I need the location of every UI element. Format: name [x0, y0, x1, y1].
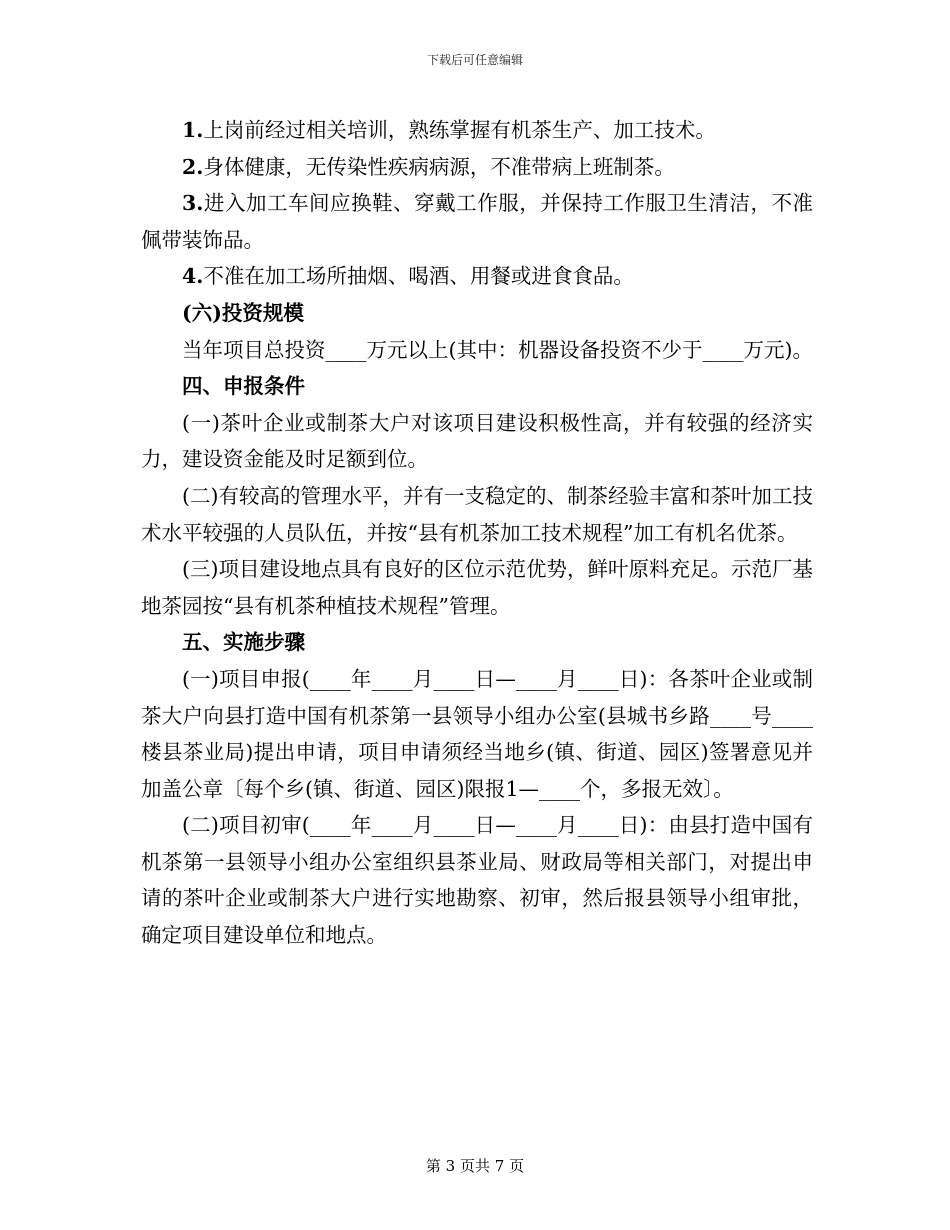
item-number: 1. [182, 118, 204, 142]
section-heading-conditions: 四、申报条件 [182, 374, 305, 399]
paragraph-step-1: (一)项目申报(____年____月____日—____月____日)：各茶叶企业或制茶大户向县打造中国有机茶第一县领导小组办公室(县城书乡路____号____楼县茶业局)提出申请，项目申请须经当地乡(镇、街道、园区)签署意见并加盖公章〔每个乡(镇、街道、园区)限报1—____个，多报无效〕。 [141, 666, 813, 801]
page-header: 下载后可任意编辑 [426, 53, 523, 67]
list-item [141, 112, 813, 149]
item-text: 上岗前经过相关培训，熟练掌握有机茶生产、加工技术。 [203, 118, 716, 142]
item-text: 身体健康，无传染性疾病病源，不准带病上班制茶。 [203, 154, 675, 179]
list-item [141, 258, 813, 295]
paragraph-condition-2: (二)有较高的管理水平，并有一支稳定的、制茶经验丰富和茶叶加工技术水平较强的人员队伍，并按“县有机茶加工技术规程”加工有机名优茶。 [141, 483, 813, 545]
document-body [141, 112, 813, 954]
section-heading-investment-scale: (六)投资规模 [182, 300, 304, 325]
item-number: 2. [182, 154, 204, 179]
item-number: 3. [182, 191, 204, 216]
list-item [141, 185, 813, 258]
paragraph-condition-3: (三)项目建设地点具有良好的区位示范优势，鲜叶原料充足。示范厂基地茶园按“县有机茶种植技术规程”管理。 [141, 557, 813, 618]
list-item [141, 149, 813, 186]
paragraph-condition-1: (一)茶叶企业或制茶大户对该项目建设积极性高，并有较强的经济实力，建设资金能及时足额到位。 [141, 410, 813, 472]
paragraph-step-2: (二)项目初审(____年____月____日—____月____日)：由县打造中国有机茶第一县领导小组办公室组织县茶业局、财政局等相关部门，对提出申请的茶叶企业或制茶大户进行实地勘察、初审，然后报县领导小组审批，确定项目建设单位和地点。 [141, 813, 813, 948]
item-text: 不准在加工场所抽烟、喝酒、用餐或进食食品。 [203, 264, 634, 289]
page-footer: 第 3 页共 7 页 [425, 1157, 525, 1175]
item-text: 进入加工车间应换鞋、穿戴工作服，并保持工作服卫生清洁，不准佩带装饰品。 [141, 191, 813, 252]
paragraph-investment: 当年项目总投资____万元以上(其中：机器设备投资不少于____万元)。 [182, 337, 813, 362]
section-heading-steps: 五、实施步骤 [182, 630, 305, 655]
item-number: 4. [182, 264, 204, 289]
